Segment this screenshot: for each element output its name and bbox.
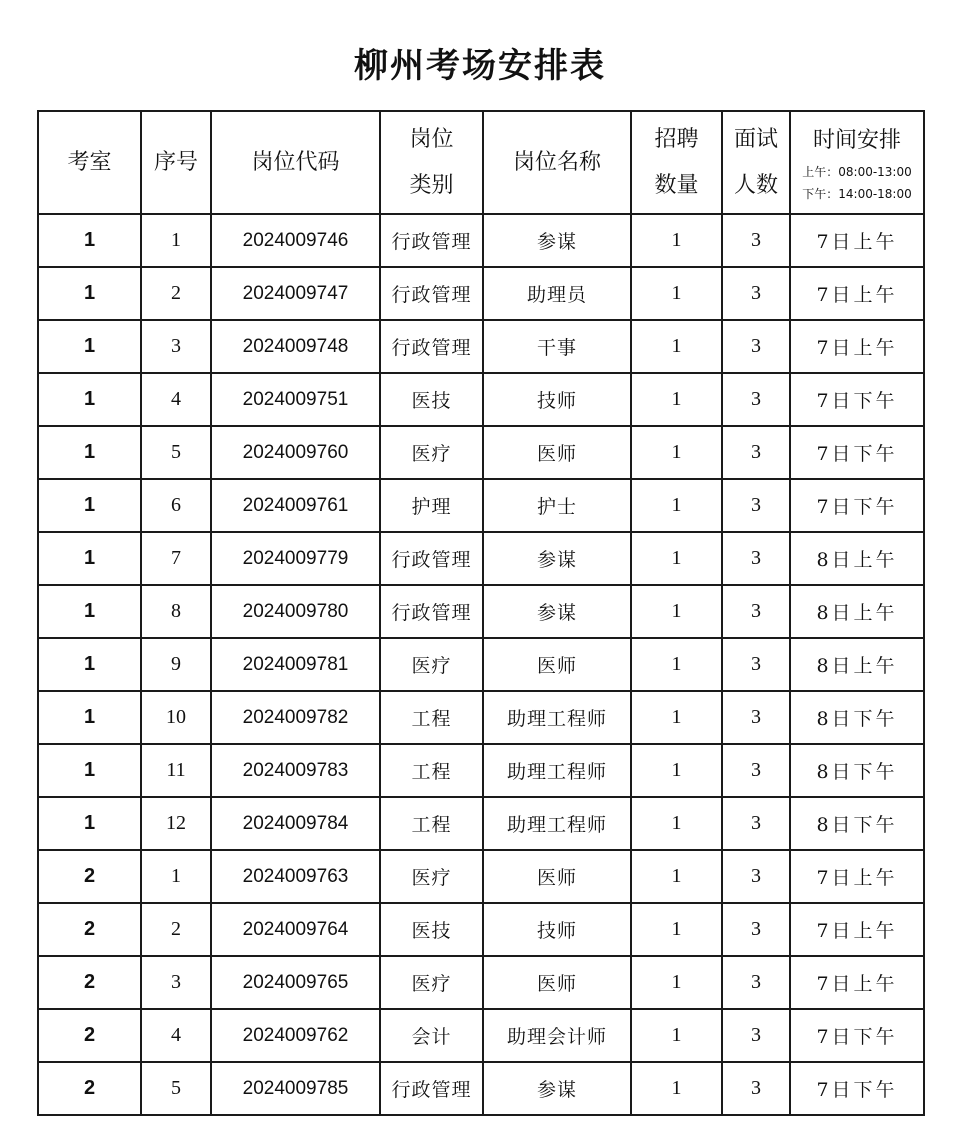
cell-room: 1	[38, 320, 141, 373]
table-row	[38, 320, 924, 373]
cell-category: 行政管理	[380, 214, 483, 267]
cell-interview: 3	[722, 1062, 790, 1115]
cell-position-name: 参谋	[483, 214, 631, 267]
cell-category: 行政管理	[380, 585, 483, 638]
cell-code: 2024009761	[211, 479, 380, 532]
cell-code: 2024009779	[211, 532, 380, 585]
cell-seq: 4	[141, 373, 211, 426]
cell-room: 1	[38, 479, 141, 532]
header-name: 岗位名称	[483, 111, 631, 214]
cell-quota: 1	[631, 373, 722, 426]
cell-category: 行政管理	[380, 532, 483, 585]
cell-interview: 3	[722, 797, 790, 850]
cell-code: 2024009783	[211, 744, 380, 797]
cell-seq: 1	[141, 850, 211, 903]
cell-time: 7日下午	[790, 373, 924, 426]
cell-interview: 3	[722, 638, 790, 691]
cell-position-name: 参谋	[483, 532, 631, 585]
cell-category: 医疗	[380, 426, 483, 479]
cell-code: 2024009781	[211, 638, 380, 691]
cell-seq: 6	[141, 479, 211, 532]
table-row	[38, 638, 924, 691]
cell-quota: 1	[631, 1062, 722, 1115]
header-quota-line1: 招聘	[654, 126, 699, 152]
cell-position-name: 助理工程师	[483, 797, 631, 850]
cell-room: 2	[38, 956, 141, 1009]
header-category-line2: 类别	[409, 172, 454, 198]
cell-interview: 3	[722, 585, 790, 638]
cell-code: 2024009751	[211, 373, 380, 426]
cell-seq: 12	[141, 797, 211, 850]
cell-position-name: 技师	[483, 373, 631, 426]
cell-category: 医疗	[380, 956, 483, 1009]
header-interview	[722, 111, 790, 214]
cell-code: 2024009763	[211, 850, 380, 903]
cell-quota: 1	[631, 903, 722, 956]
cell-room: 1	[38, 267, 141, 320]
cell-code: 2024009762	[211, 1009, 380, 1062]
cell-room: 1	[38, 585, 141, 638]
cell-code: 2024009764	[211, 903, 380, 956]
table-row	[38, 850, 924, 903]
cell-interview: 3	[722, 267, 790, 320]
cell-position-name: 干事	[483, 320, 631, 373]
cell-seq: 5	[141, 426, 211, 479]
cell-interview: 3	[722, 426, 790, 479]
table-row	[38, 267, 924, 320]
cell-time: 8日下午	[790, 691, 924, 744]
cell-time: 8日下午	[790, 797, 924, 850]
cell-category: 会计	[380, 1009, 483, 1062]
cell-interview: 3	[722, 1009, 790, 1062]
cell-seq: 9	[141, 638, 211, 691]
cell-category: 行政管理	[380, 320, 483, 373]
cell-time: 7日上午	[790, 214, 924, 267]
cell-room: 2	[38, 1062, 141, 1115]
cell-category: 医疗	[380, 850, 483, 903]
cell-position-name: 参谋	[483, 585, 631, 638]
cell-time: 8日上午	[790, 638, 924, 691]
header-time-am: 上午：08:00-13:00	[802, 164, 912, 179]
cell-time: 7日上午	[790, 267, 924, 320]
cell-seq: 5	[141, 1062, 211, 1115]
cell-position-name: 医师	[483, 426, 631, 479]
cell-category: 医技	[380, 903, 483, 956]
cell-quota: 1	[631, 267, 722, 320]
table-row	[38, 691, 924, 744]
cell-interview: 3	[722, 532, 790, 585]
cell-room: 2	[38, 903, 141, 956]
cell-seq: 8	[141, 585, 211, 638]
cell-quota: 1	[631, 214, 722, 267]
cell-seq: 11	[141, 744, 211, 797]
cell-code: 2024009748	[211, 320, 380, 373]
cell-room: 1	[38, 691, 141, 744]
cell-position-name: 助理会计师	[483, 1009, 631, 1062]
cell-room: 2	[38, 1009, 141, 1062]
table-row	[38, 797, 924, 850]
cell-quota: 1	[631, 479, 722, 532]
cell-seq: 2	[141, 267, 211, 320]
header-time-label: 时间安排	[812, 127, 901, 153]
cell-quota: 1	[631, 532, 722, 585]
cell-interview: 3	[722, 956, 790, 1009]
cell-quota: 1	[631, 585, 722, 638]
table-body	[38, 214, 924, 1115]
cell-quota: 1	[631, 1009, 722, 1062]
header-interview-line2: 人数	[733, 172, 778, 198]
cell-seq: 7	[141, 532, 211, 585]
cell-category: 护理	[380, 479, 483, 532]
cell-position-name: 护士	[483, 479, 631, 532]
cell-category: 医疗	[380, 638, 483, 691]
cell-quota: 1	[631, 691, 722, 744]
cell-quota: 1	[631, 320, 722, 373]
cell-code: 2024009746	[211, 214, 380, 267]
cell-seq: 3	[141, 320, 211, 373]
cell-code: 2024009785	[211, 1062, 380, 1115]
cell-time: 7日下午	[790, 1009, 924, 1062]
table-row	[38, 373, 924, 426]
cell-time: 7日上午	[790, 956, 924, 1009]
header-room: 考室	[38, 111, 141, 214]
cell-room: 1	[38, 426, 141, 479]
cell-room: 1	[38, 744, 141, 797]
header-quota-line2: 数量	[654, 172, 699, 198]
cell-interview: 3	[722, 691, 790, 744]
header-category-line1: 岗位	[409, 126, 454, 152]
cell-position-name: 技师	[483, 903, 631, 956]
cell-quota: 1	[631, 744, 722, 797]
cell-interview: 3	[722, 744, 790, 797]
exam-schedule-table	[37, 110, 925, 1116]
cell-time: 8日下午	[790, 744, 924, 797]
table-row	[38, 426, 924, 479]
cell-category: 工程	[380, 744, 483, 797]
cell-time: 7日上午	[790, 903, 924, 956]
cell-time: 7日下午	[790, 426, 924, 479]
header-interview-line1: 面试	[733, 126, 778, 152]
cell-position-name: 助理员	[483, 267, 631, 320]
cell-seq: 1	[141, 214, 211, 267]
cell-room: 1	[38, 373, 141, 426]
cell-position-name: 助理工程师	[483, 744, 631, 797]
cell-position-name: 医师	[483, 638, 631, 691]
cell-interview: 3	[722, 214, 790, 267]
cell-room: 1	[38, 638, 141, 691]
table-header-row	[38, 111, 924, 214]
cell-quota: 1	[631, 850, 722, 903]
cell-code: 2024009780	[211, 585, 380, 638]
cell-time: 8日上午	[790, 532, 924, 585]
table-row	[38, 585, 924, 638]
cell-position-name: 医师	[483, 850, 631, 903]
cell-seq: 10	[141, 691, 211, 744]
table-row	[38, 214, 924, 267]
header-time	[790, 111, 924, 214]
header-quota	[631, 111, 722, 214]
cell-position-name: 医师	[483, 956, 631, 1009]
cell-code: 2024009747	[211, 267, 380, 320]
cell-time: 7日上午	[790, 850, 924, 903]
cell-seq: 4	[141, 1009, 211, 1062]
table-row	[38, 1009, 924, 1062]
cell-interview: 3	[722, 479, 790, 532]
cell-quota: 1	[631, 638, 722, 691]
table-row	[38, 744, 924, 797]
header-code: 岗位代码	[211, 111, 380, 214]
table-row	[38, 956, 924, 1009]
table-row	[38, 532, 924, 585]
cell-seq: 3	[141, 956, 211, 1009]
cell-room: 1	[38, 214, 141, 267]
cell-code: 2024009765	[211, 956, 380, 1009]
cell-time: 8日上午	[790, 585, 924, 638]
header-time-pm: 下午：14:00-18:00	[802, 186, 912, 201]
page-title: 柳州考场安排表	[354, 46, 606, 86]
cell-code: 2024009760	[211, 426, 380, 479]
header-category	[380, 111, 483, 214]
cell-room: 1	[38, 532, 141, 585]
cell-category: 工程	[380, 797, 483, 850]
cell-quota: 1	[631, 426, 722, 479]
cell-interview: 3	[722, 903, 790, 956]
cell-code: 2024009784	[211, 797, 380, 850]
table-row	[38, 479, 924, 532]
cell-room: 2	[38, 850, 141, 903]
cell-category: 行政管理	[380, 1062, 483, 1115]
cell-interview: 3	[722, 373, 790, 426]
cell-interview: 3	[722, 320, 790, 373]
header-seq: 序号	[141, 111, 211, 214]
cell-category: 医技	[380, 373, 483, 426]
cell-quota: 1	[631, 797, 722, 850]
table-row	[38, 903, 924, 956]
cell-seq: 2	[141, 903, 211, 956]
cell-position-name: 参谋	[483, 1062, 631, 1115]
cell-time: 7日下午	[790, 1062, 924, 1115]
cell-room: 1	[38, 797, 141, 850]
cell-interview: 3	[722, 850, 790, 903]
cell-category: 行政管理	[380, 267, 483, 320]
table-row	[38, 1062, 924, 1115]
cell-category: 工程	[380, 691, 483, 744]
cell-quota: 1	[631, 956, 722, 1009]
cell-time: 7日上午	[790, 320, 924, 373]
cell-code: 2024009782	[211, 691, 380, 744]
cell-time: 7日下午	[790, 479, 924, 532]
cell-position-name: 助理工程师	[483, 691, 631, 744]
